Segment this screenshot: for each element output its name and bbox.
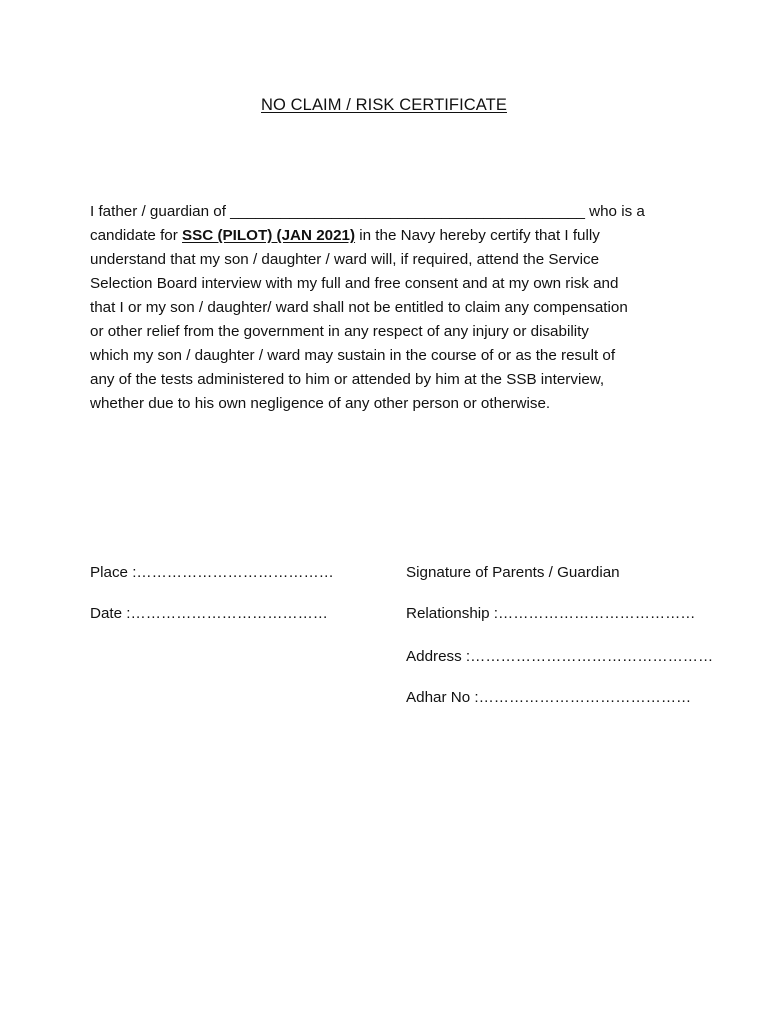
body-text-segment: I father / guardian of — [90, 203, 231, 220]
body-text-segment: in the Navy hereby certify that I fully — [355, 227, 600, 244]
body-line-3: understand that my son / daughter / ward will, if required, attend the Service — [90, 251, 600, 268]
adhar-number-field: Adhar No :…………………………………… — [406, 689, 692, 706]
body-line-2 — [90, 224, 682, 248]
document-title: NO CLAIM / RISK CERTIFICATE — [261, 96, 507, 114]
body-line-9: whether due to his own negligence of any other person or otherwise. — [90, 395, 551, 412]
body-line-8: any of the tests administered to him or attended by him at the SSB interview, — [90, 371, 605, 388]
body-line-5: that I or my son / daughter/ ward shall not be entitled to claim any compensation — [90, 299, 628, 316]
place-field: Place :………………………………… — [90, 564, 334, 581]
certificate-body — [90, 200, 682, 416]
candidate-name-blank: __________________________________________ — [230, 203, 585, 220]
entry-name-highlight: SSC (PILOT) (JAN 2021) — [182, 227, 356, 244]
body-text-segment: who is a — [584, 203, 645, 220]
body-line-7: which my son / daughter / ward may sustain in the course of or as the result of — [90, 347, 616, 364]
body-line-6: or other relief from the government in any respect of any injury or disability — [90, 323, 589, 340]
signature-label: Signature of Parents / Guardian — [406, 564, 620, 581]
relationship-field: Relationship :………………………………… — [406, 605, 696, 622]
body-line-4: Selection Board interview with my full and free consent and at my own risk and — [90, 275, 619, 292]
date-field: Date :………………………………… — [90, 605, 328, 622]
body-line-1 — [90, 200, 682, 224]
address-field: Address :………………………………………… — [406, 648, 714, 665]
body-text-segment: candidate for — [90, 227, 183, 244]
